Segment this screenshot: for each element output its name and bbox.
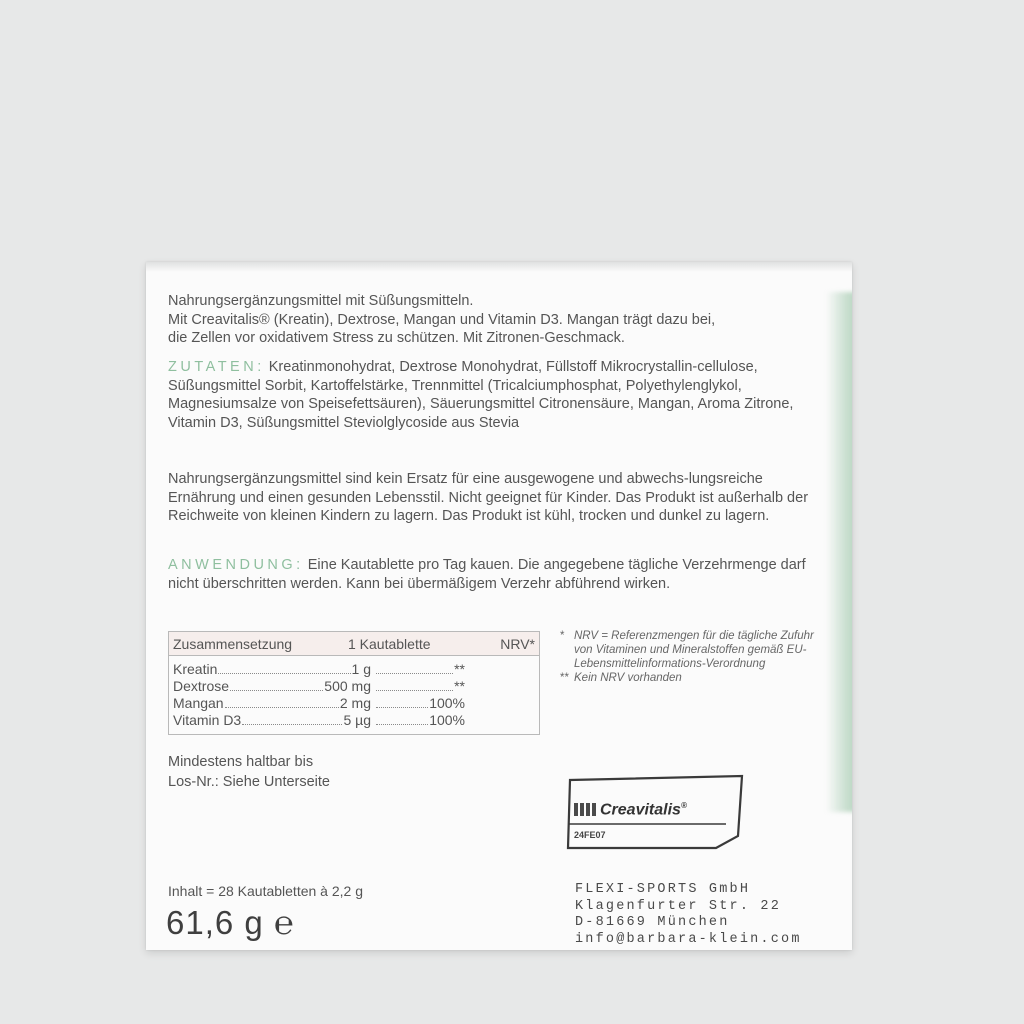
table-header (169, 632, 539, 656)
logo-wordmark: Creavitalis (600, 801, 681, 819)
company-name: FLEXI-SPORTS GmbH (575, 882, 751, 897)
creavitalis-logo (566, 774, 744, 850)
intro-line-2: Mit Creavitalis® (Kreatin), Dextrose, Mangan und Vitamin D3. Mangan trägt dazu bei, (168, 311, 716, 328)
company-street: Klagenfurter Str. 22 (575, 898, 782, 914)
ingredients-paragraph (168, 358, 818, 432)
intro-line-3: die Zellen vor oxidativem Stress zu schützen. Mit Zitronen-Geschmack. (168, 330, 625, 346)
nutrition-table (168, 631, 540, 735)
company-email: info@barbara-klein.com (575, 931, 802, 947)
table-row (173, 694, 535, 712)
best-before-label: Mindestens haltbar bis (168, 754, 314, 770)
header-composition: Zusammensetzung (173, 635, 293, 652)
footnote-text: NRV = Referenzmengen für die tägliche Zufuhr von Vitaminen und Mineralstoffen gemäß EU-Lebensmittelinformations-Verordnung (574, 630, 814, 670)
footnote (560, 629, 830, 671)
ingredients-text: Kreatinmonohydrat, Dextrose Monohydrat, Füllstoff Mikrocrystallin-cellulose, Süßungsmittel Sorbit, Kartoffelstärke, Trennmittel (Tricalciumphosphat, Polyethylenglykol, Magnesiumsalze von Speisefettsäuren), Säuerungsmittel Citronensäure, Mangan, Aroma Zitrone, Vitamin D3, Süßungsmittel Steviolglycoside aus Stevia (168, 359, 794, 431)
row-amount: 1 g (351, 661, 371, 677)
footnotes (560, 629, 830, 685)
best-before-block (168, 752, 330, 792)
row-nrv: 100% (429, 712, 465, 728)
intro-line-1: Nahrungsergänzungsmittel mit Süßungsmitteln. (168, 293, 474, 309)
lot-number: Los-Nr.: Siehe Unterseite (168, 774, 330, 790)
row-amount: 500 mg (324, 678, 371, 694)
row-name: Vitamin D3 (173, 712, 242, 728)
logo-code: 24FE07 (574, 830, 606, 840)
table-row (173, 677, 535, 695)
row-name: Kreatin (173, 661, 218, 677)
table-row (173, 711, 535, 729)
row-nrv: ** (454, 678, 465, 694)
ingredients-label: ZUTATEN: (168, 359, 265, 375)
package-back (146, 262, 852, 950)
footnote-mark: ** (560, 672, 569, 684)
net-weight: 61,6 g ℮ (166, 904, 295, 941)
usage-text: Eine Kautablette pro Tag kauen. Die angegebene tägliche Verzehrmenge darf nicht überschritten werden. Kann bei übermäßigem Verzehr abführend wirken. (168, 557, 806, 592)
header-per-tablet: 1 Kautablette (348, 635, 431, 652)
logo-name (600, 801, 687, 819)
company-city: D-81669 München (575, 915, 730, 930)
company-address (575, 882, 802, 948)
footnote-text: Kein NRV vorhanden (574, 672, 682, 684)
package-top-edge (146, 262, 852, 272)
table-row (173, 660, 535, 678)
logo-registered-mark: ® (680, 801, 687, 810)
intro-text (168, 292, 818, 348)
row-amount: 2 mg (339, 695, 371, 711)
row-amount: 5 µg (343, 712, 371, 728)
warning-paragraph: Nahrungsergänzungsmittel sind kein Ersatz für eine ausgewogene und abwechs-lungsreiche Ernährung und einen gesunden Lebensstil. Nicht geeignet für Kinder. Das Produkt ist außerhalb der Reichweite von kleinen Kindern zu lagern. Das Produkt ist kühl, trocken und dunkel zu lagern. (168, 471, 809, 524)
row-nrv: ** (454, 661, 465, 677)
row-name: Dextrose (173, 678, 230, 694)
header-nrv: NRV* (500, 635, 535, 652)
row-nrv: 100% (429, 695, 465, 711)
footnote (560, 671, 830, 685)
usage-paragraph (168, 556, 818, 593)
usage-label: ANWENDUNG: (168, 557, 304, 573)
contents-info: Inhalt = 28 Kautabletten à 2,2 g (168, 883, 363, 899)
green-brush-stripe (826, 292, 852, 812)
row-name: Mangan (173, 695, 224, 711)
footnote-mark: * (560, 630, 565, 642)
